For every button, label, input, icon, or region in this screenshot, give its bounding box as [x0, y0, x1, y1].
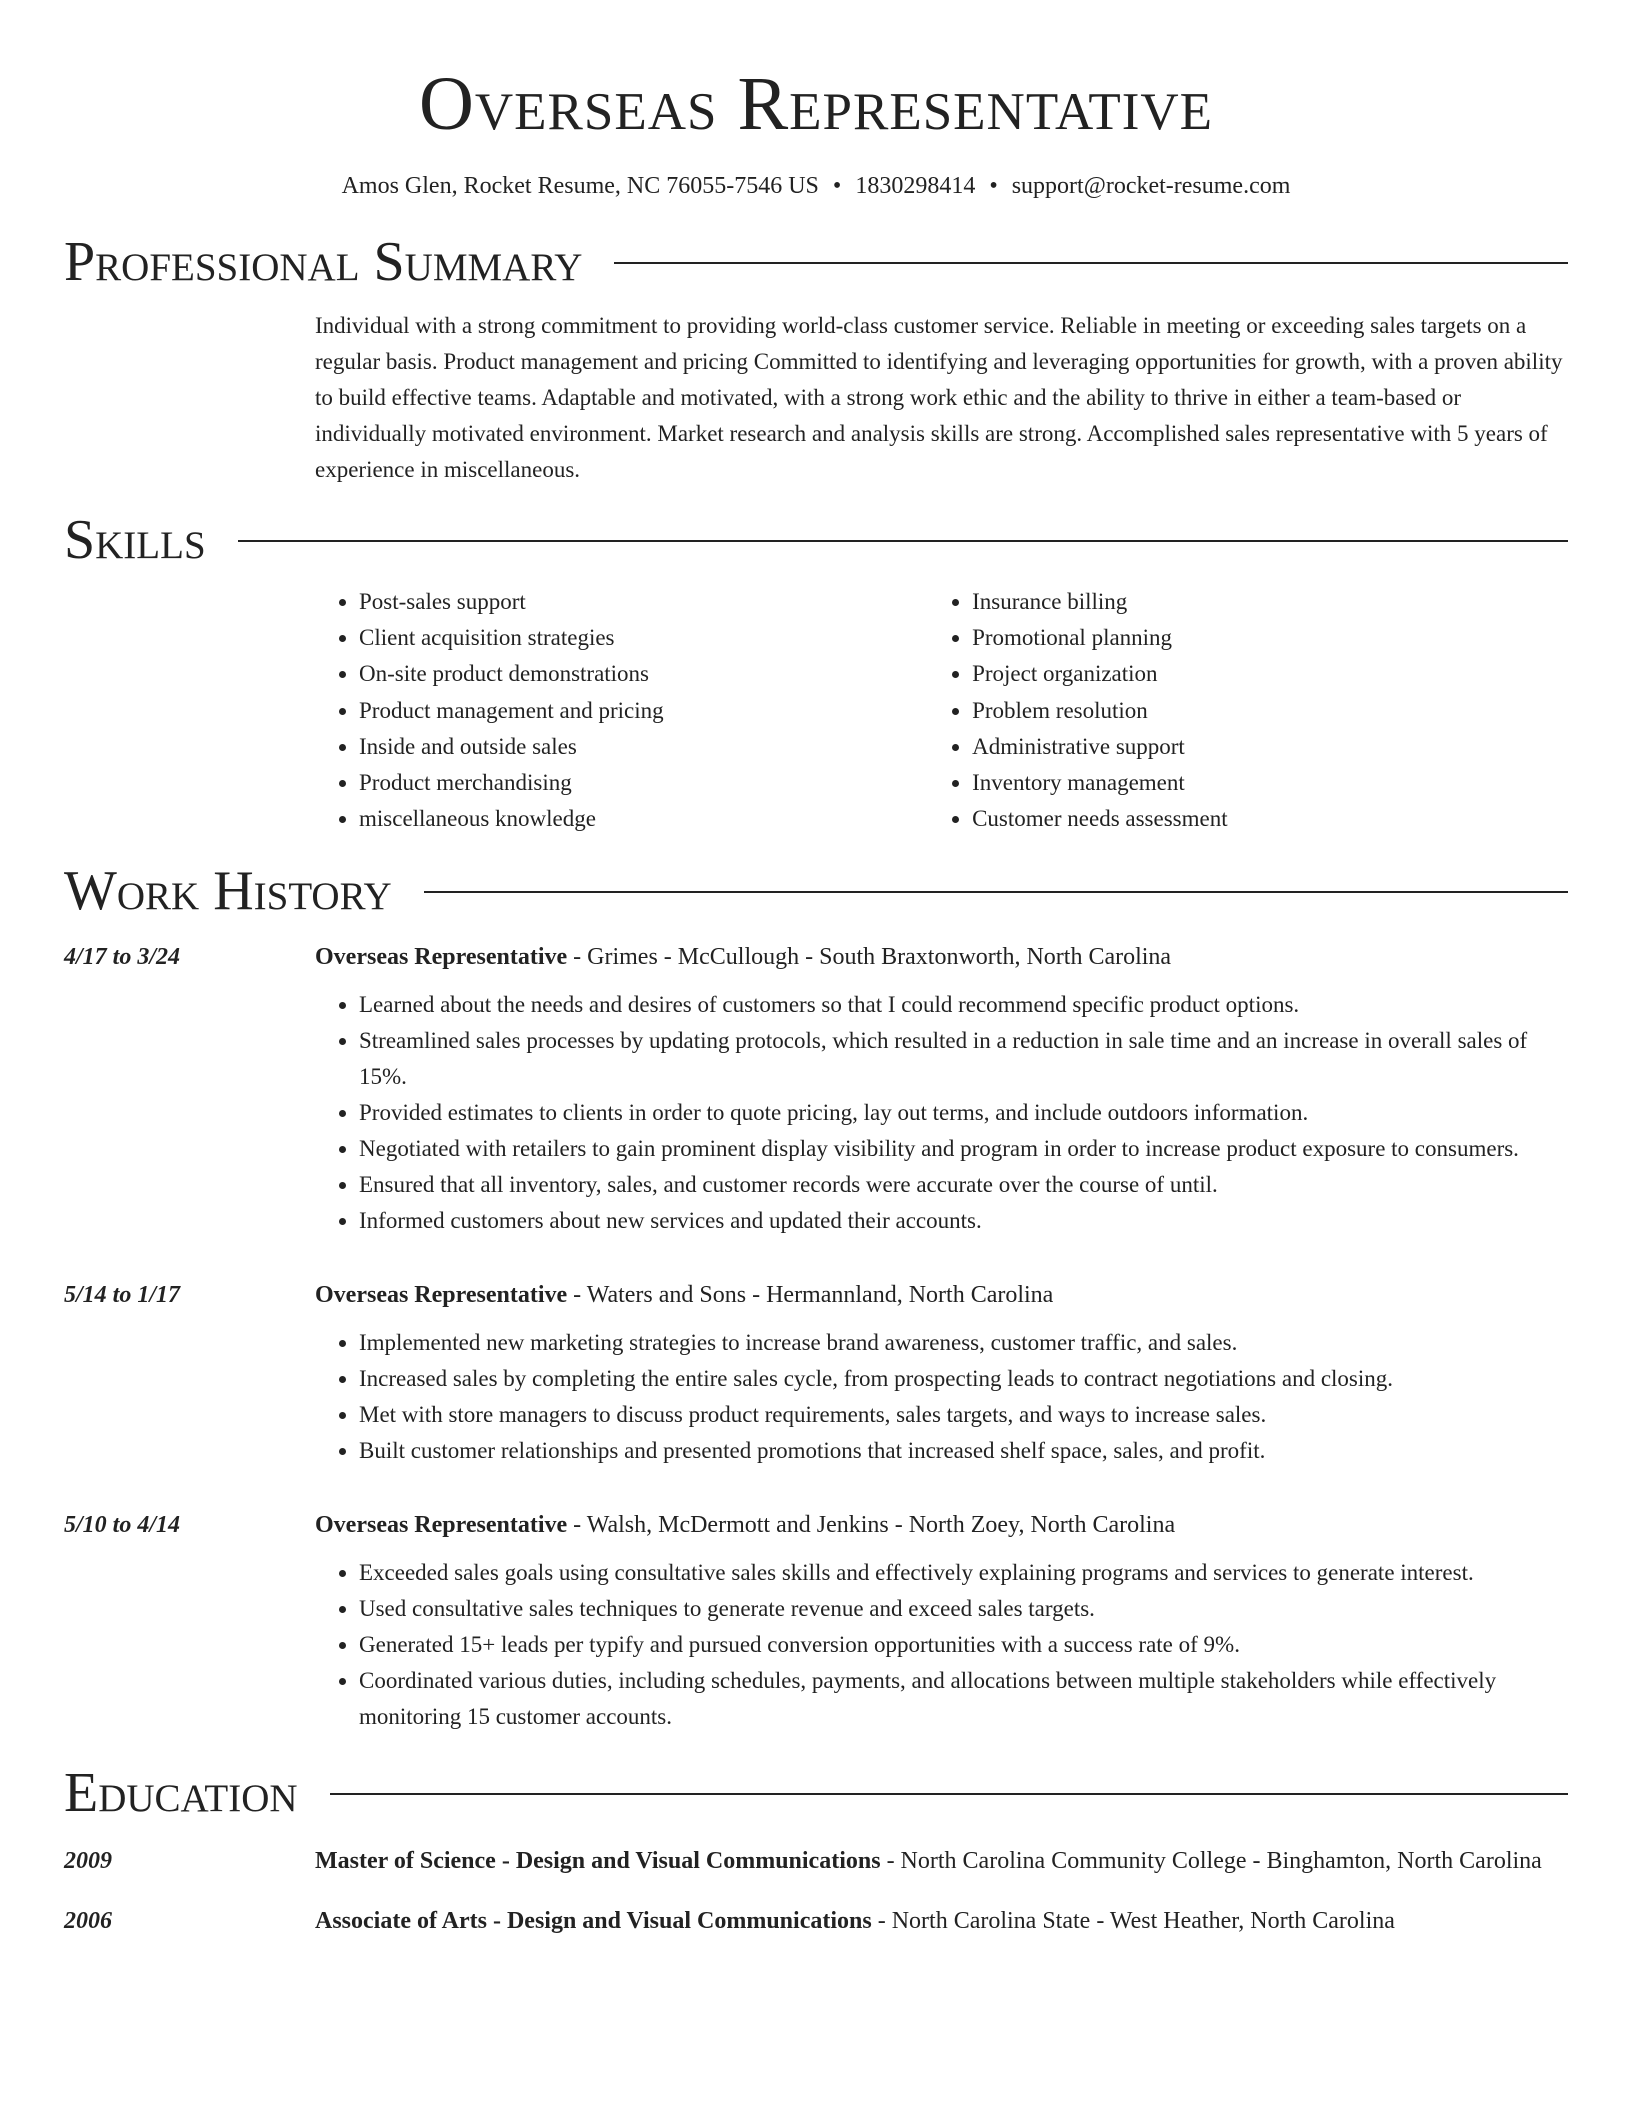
job-dates: 5/10 to 4/14	[64, 1512, 181, 1539]
job-title: Overseas Representative	[315, 1512, 568, 1539]
job-bullet: • Streamlined sales processes by updating protocols, which resulted in a reduction in sale time and an increase in overall sales of 15%.	[359, 1023, 1568, 1095]
skill-item: • Product merchandising	[359, 765, 928, 801]
job-entry	[64, 1275, 1568, 1469]
contact-phone: 1830298414	[855, 173, 976, 199]
section-title-education: Education	[64, 1762, 298, 1825]
job-heading	[315, 1275, 1568, 1315]
skills-section-header	[64, 508, 1568, 572]
skill-item: • Post-sales support	[359, 584, 928, 620]
job-entry	[64, 1505, 1568, 1735]
job-heading	[315, 937, 1568, 977]
section-divider	[238, 540, 1568, 542]
education-heading	[315, 1901, 1568, 1941]
job-bullet: • Informed customers about new services and updated their accounts.	[359, 1203, 1568, 1239]
job-title: Overseas Representative	[315, 944, 568, 971]
resume-page	[64, 0, 1568, 1941]
job-heading	[315, 1505, 1568, 1545]
job-bullet: • Provided estimates to clients in order to quote pricing, lay out terms, and include outdoors information.	[359, 1095, 1568, 1131]
education-year: 2009	[64, 1848, 112, 1875]
job-bullet: • Ensured that all inventory, sales, and customer records were accurate over the course of until.	[359, 1167, 1568, 1203]
skill-item: • Inventory management	[972, 765, 1568, 801]
skill-item: • On-site product demonstrations	[359, 656, 928, 692]
skills-column-left	[315, 584, 928, 837]
education-heading	[315, 1841, 1568, 1881]
skill-item: • Problem resolution	[972, 693, 1568, 729]
job-bullet: • Negotiated with retailers to gain prominent display visibility and program in order to increase product exposure to consumers.	[359, 1131, 1568, 1167]
skill-item: • Customer needs assessment	[972, 801, 1568, 837]
contact-separator: •	[989, 173, 998, 199]
education-school: - North Carolina Community College - Binghamton, North Carolina	[880, 1848, 1542, 1875]
education-section-header	[64, 1761, 1568, 1825]
job-bullet: • Coordinated various duties, including schedules, payments, and allocations between multiple stakeholders while effectively monitoring 15 customer accounts.	[359, 1663, 1568, 1735]
contact-separator: •	[832, 173, 842, 199]
job-bullets	[315, 1555, 1568, 1735]
summary-text: Individual with a strong commitment to providing world-class customer service. Reliable in meeting or exceeding sales targets on a regular basis. Product management and pricing Committed to identifying and leveraging opportunities for growth, with a proven ability to build effective teams. Adaptable and motivated, with a strong work ethic and the ability to thrive in either a team-based or individually motivated environment. Market research and analysis skills are strong. Accomplished sales representative with 5 years of experience in miscellaneous.	[315, 313, 1563, 482]
job-bullet: • Met with store managers to discuss product requirements, sales targets, and ways to increase sales.	[359, 1397, 1568, 1433]
skill-item: • Product management and pricing	[359, 693, 928, 729]
education-degree: Master of Science - Design and Visual Communications	[315, 1848, 881, 1875]
skill-item: • Client acquisition strategies	[359, 620, 928, 656]
skills-list	[315, 584, 1568, 837]
section-title-work: Work History	[64, 860, 392, 923]
resume-title: Overseas Representative	[418, 62, 1214, 146]
job-entry	[64, 937, 1568, 1239]
job-bullet: • Used consultative sales techniques to generate revenue and exceed sales targets.	[359, 1591, 1568, 1627]
education-entry	[64, 1901, 1568, 1941]
job-employer: - Walsh, McDermott and Jenkins - North Zoey, North Carolina	[567, 1512, 1176, 1539]
job-dates: 4/17 to 3/24	[64, 944, 181, 971]
education-year: 2006	[64, 1908, 112, 1935]
job-dates: 5/14 to 1/17	[64, 1282, 181, 1309]
section-divider	[330, 1793, 1568, 1795]
contact-address: Amos Glen, Rocket Resume, NC 76055-7546 US	[341, 173, 819, 199]
skill-item: • Inside and outside sales	[359, 729, 928, 765]
work-section-header	[64, 859, 1568, 923]
skill-item: • miscellaneous knowledge	[359, 801, 928, 837]
job-bullet: • Increased sales by completing the entire sales cycle, from prospecting leads to contract negotiations and closing.	[359, 1361, 1568, 1397]
contact-line	[64, 170, 1568, 202]
job-employer: - Grimes - McCullough - South Braxtonworth, North Carolina	[567, 944, 1172, 971]
skill-item: • Project organization	[972, 656, 1568, 692]
skill-item: • Administrative support	[972, 729, 1568, 765]
education-school: - North Carolina State - West Heather, North Carolina	[871, 1908, 1395, 1935]
job-bullet: • Implemented new marketing strategies to increase brand awareness, customer traffic, and sales.	[359, 1325, 1568, 1361]
summary-section-header	[64, 230, 1568, 294]
job-bullets	[315, 987, 1568, 1239]
job-employer: - Waters and Sons - Hermannland, North Carolina	[567, 1282, 1054, 1309]
education-degree: Associate of Arts - Design and Visual Communications	[315, 1908, 872, 1935]
job-bullet: • Built customer relationships and presented promotions that increased shelf space, sales, and profit.	[359, 1433, 1568, 1469]
job-bullet: • Generated 15+ leads per typify and pursued conversion opportunities with a success rate of 9%.	[359, 1627, 1568, 1663]
job-bullet: • Learned about the needs and desires of customers so that I could recommend specific product options.	[359, 987, 1568, 1023]
section-title-summary: Professional Summary	[64, 231, 583, 293]
job-title: Overseas Representative	[315, 1282, 568, 1309]
skills-column-right	[928, 584, 1568, 837]
job-bullet: • Exceeded sales goals using consultative sales skills and effectively explaining programs and services to generate interest.	[359, 1555, 1568, 1591]
education-entry	[64, 1841, 1568, 1881]
contact-email: support@rocket-resume.com	[1011, 173, 1291, 199]
skill-item: • Promotional planning	[972, 620, 1568, 656]
section-divider	[614, 262, 1568, 264]
job-bullets	[315, 1325, 1568, 1469]
section-title-skills: Skills	[64, 509, 206, 571]
section-divider	[424, 891, 1568, 893]
skill-item: • Insurance billing	[972, 584, 1568, 620]
